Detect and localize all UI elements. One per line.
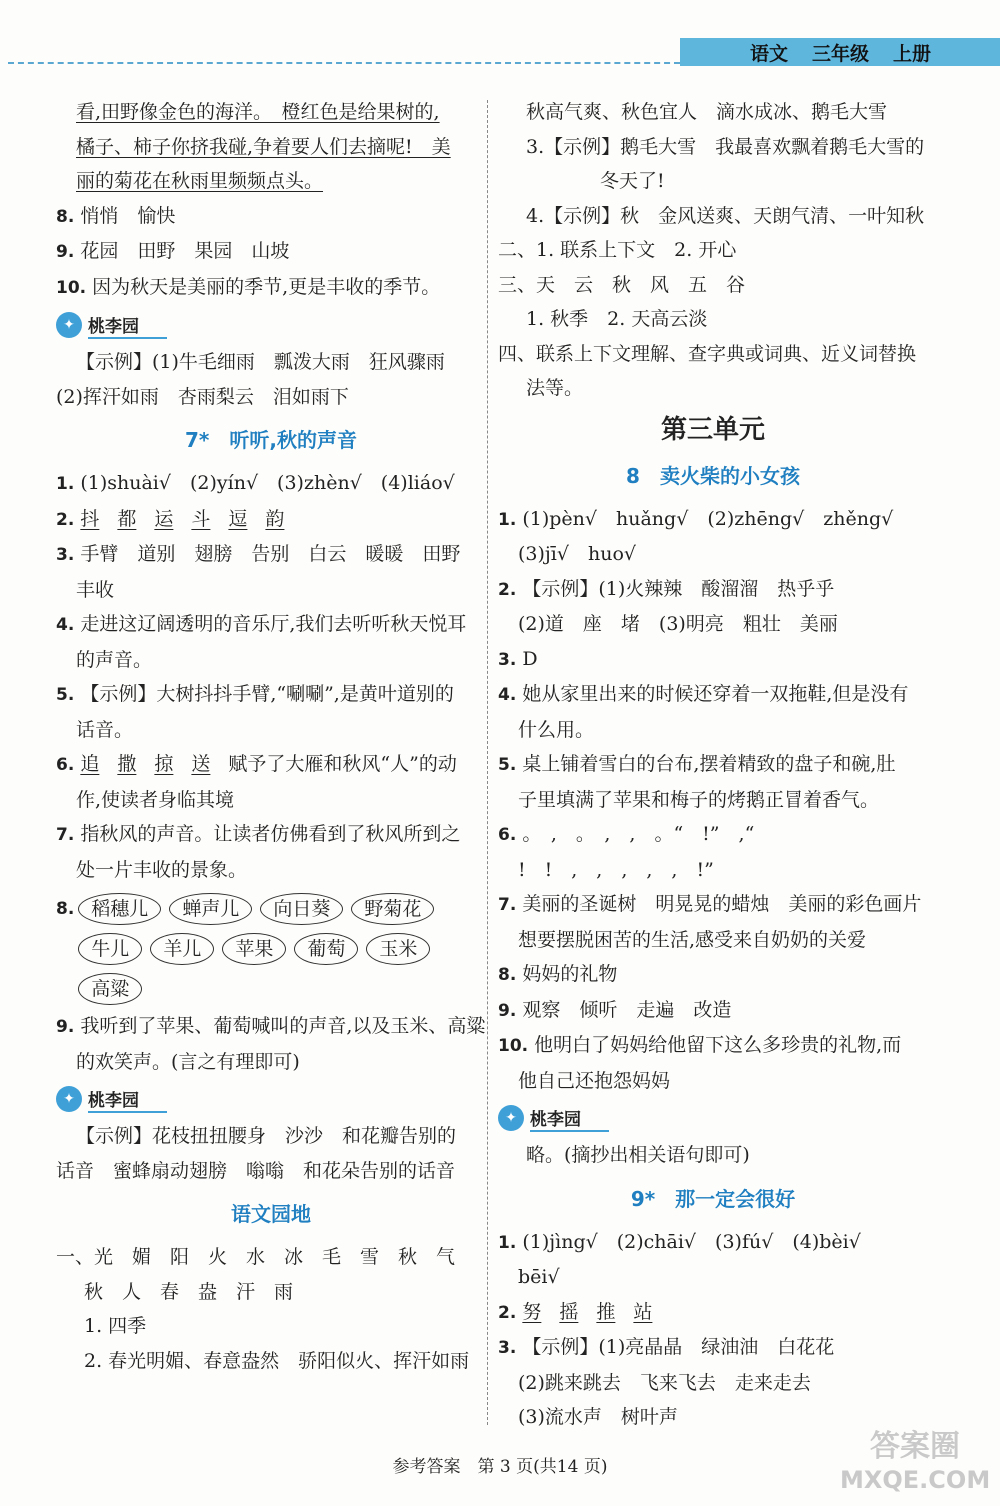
answer-text: 的欢笑声。(言之有理即可) [76,1050,300,1073]
lesson-title: 语文园地 [231,1202,311,1226]
answer-4: 4. 她从家里出来的时候还穿着一双拖鞋,但是没有 [498,683,909,705]
answer-text: bēi√ [518,1266,560,1288]
circled-word: 野菊花 [351,893,434,925]
answer-text: 法等。 [526,377,584,399]
answer-2: 2. 【示例】(1)火辣辣 酸溜溜 热乎乎 [498,577,835,600]
lightbulb-icon: ✦ [498,1105,524,1131]
answer-text: 想要摆脱困苦的生活,感受来自奶奶的关爱 [518,928,867,951]
answer-text: 子里填满了苹果和梅子的烤鹅正冒着香气。 [518,788,880,811]
answer-7: 7. 美丽的圣诞树 明晃晃的蜡烛 美丽的彩色画片 [498,893,922,915]
answer-4: 4. 走进这辽阔透明的音乐厅,我们去听听秋天悦耳 [56,613,467,635]
answer-6: 6. 。 , 。 , , 。“ !” ,“ [498,823,755,845]
answer-text: 四、联系上下文理解、查字典或词典、近义词替换 [498,342,917,365]
answer-text: 2. 春光明媚、春意盎然 骄阳似火、挥汗如雨 [84,1349,470,1372]
lesson-title: 7* 听听,秋的声音 [185,428,357,452]
header-grade: 三年级 [812,42,870,65]
answer-1: 1. (1)shuài√ (2)yín√ (3)zhèn√ (4)liáo√ [56,472,455,494]
right-column [498,95,928,1435]
lesson-title: 8 卖火柴的小女孩 [626,463,800,488]
column-divider [487,100,488,1425]
answer-3: 3. 手臂 道别 翅膀 告别 白云 暖暖 田野 [56,543,461,565]
answer-text: 三、天 云 秋 风 五 谷 [498,273,746,296]
circled-word: 稻穗儿 [78,893,161,925]
header-volume: 上册 [893,42,932,65]
answer-text: 4.【示例】秋 金风送爽、天朗气清、一叶知秋 [526,204,925,227]
circled-word: 高粱 [78,973,142,1005]
answer-text: 处一片丰收的景象。 [76,858,248,881]
answer-text: 【示例】(1)牛毛细雨 瓢泼大雨 狂风骤雨 [76,351,445,373]
answer-text: 1. 四季 [84,1315,147,1337]
watermark-text: 答案圈 [870,1429,960,1464]
circled-word: 玉米 [366,933,430,965]
answer-text: 作,使读者身临其境 [76,788,235,811]
answer-text: (2)道 座 堵 (3)明亮 粗壮 美丽 [518,613,838,635]
answer-8: 8. 稻穗儿 蝉声儿 向日葵 野菊花 牛儿 羊儿 苹果 葡萄 玉米 高粱 [56,889,486,1009]
answer-8: 8. 悄悄 愉快 [56,204,176,227]
watermark-logo [840,1428,990,1498]
answer-text: 一、光 媚 阳 火 水 冰 毛 雪 秋 气 [56,1246,456,1268]
answer-9: 9. 花园 田野 果园 山坡 [56,240,290,262]
answer-1: 1. (1)pèn√ huǎng√ (2)zhēng√ zhěng√ [498,507,894,530]
answer-text: (2)挥汗如雨 杏雨梨云 泪如雨下 [56,385,349,408]
answer-text: 略。(摘抄出相关语句即可) [526,1144,750,1166]
circled-word: 羊儿 [150,933,214,965]
answer-text: 秋 人 春 盎 汗 雨 [84,1280,294,1303]
header-bar [680,38,1000,66]
answer-text: 的声音。 [76,648,153,671]
answer-2: 2. 努 摇 推 站 [498,1300,653,1323]
answer-9: 9. 我听到了苹果、葡萄喊叫的声音,以及玉米、高粱 [56,1015,486,1037]
circled-word: 苹果 [222,933,286,965]
answer-3: 3. 【示例】(1)亮晶晶 绿油油 白花花 [498,1336,835,1358]
watermark-url: MXQE.COM [840,1466,991,1494]
lesson-title: 9* 那一定会很好 [630,1186,796,1211]
answer-text: 什么用。 [518,718,595,741]
answer-2: 2. 抖 都 运 斗 逗 韵 [56,507,285,530]
header-subject: 语文 [750,42,789,65]
answer-7: 7. 指秋风的声音。让读者仿佛看到了秋风所到之 [56,823,461,845]
answer-10: 10. 因为秋天是美丽的季节,更是丰收的季节。 [56,275,441,298]
answer-text: (2)跳来跳去 飞来飞去 走来走去 [518,1371,811,1394]
left-column [56,95,486,1378]
answer-text: (3)jī√ huo√ [518,543,637,565]
answer-text: 秋高气爽、秋色宜人 滴水成冰、鹅毛大雪 [526,101,888,123]
answer-3: 3. D [498,647,538,670]
answer-5: 5. 【示例】大树抖抖手臂,“唰唰”,是黄叶道别的 [56,683,454,705]
answer-text: 话音 蜜蜂扇动翅膀 嗡嗡 和花朵告别的话音 [56,1159,456,1182]
answer-1: 1. (1)jìng√ (2)chāi√ (3)fú√ (4)bèi√ [498,1230,861,1253]
answer-10: 10. 他明白了妈妈给他留下这么多珍贵的礼物,而 [498,1034,902,1056]
taoliyuan-heading: ✦ 桃李园 [56,307,486,343]
taoliyuan-heading: ✦ 桃李园 [498,1100,928,1136]
circled-word: 蝉声儿 [169,893,252,925]
answer-text: (3)流水声 树叶声 [518,1406,678,1428]
answer-text: 1. 秋季 2. 天高云淡 [526,308,708,330]
answer-9: 9. 观察 倾听 走遍 改造 [498,998,732,1021]
header-dashed-line [8,62,680,64]
answer-text: ! ! , , , , , !” [518,858,714,881]
answer-6: 6. 追 撒 掠 送 赋予了大雁和秋风“人”的动 [56,753,457,775]
answer-text: 他自己还抱怨妈妈 [518,1069,671,1092]
unit-title: 第三单元 [660,414,765,445]
page-footer: 参考答案 第 3 页(共14 页) [392,1457,608,1477]
answer-5: 5. 桌上铺着雪白的台布,摆着精致的盘子和碗,肚 [498,753,896,775]
answer-text: 3.【示例】鹅毛大雪 我最喜欢飘着鹅毛大雪的 [526,135,925,158]
lightbulb-icon: ✦ [56,312,82,338]
answer-text: 橘子、柿子你挤我碰,争着要人们去摘呢! 美 [76,135,451,158]
circled-word: 牛儿 [78,933,142,965]
answer-text: 二、1. 联系上下文 2. 开心 [498,239,737,261]
answer-text: 话音。 [76,718,134,741]
answer-text: 冬天了! [600,170,665,192]
answer-8: 8. 妈妈的礼物 [498,963,618,985]
circled-word: 葡萄 [294,933,358,965]
answer-text: 【示例】花枝扭扭腰身 沙沙 和花瓣告别的 [76,1125,457,1147]
answer-text: 看,田野像金色的海洋。 橙红色是给果树的, [76,101,440,123]
circled-word: 向日葵 [260,893,343,925]
answer-text: 丰收 [76,578,115,601]
answer-text: 丽的菊花在秋雨里频频点头。 [76,170,324,192]
taoliyuan-heading: ✦ 桃李园 [56,1081,486,1117]
lightbulb-icon: ✦ [56,1086,82,1112]
